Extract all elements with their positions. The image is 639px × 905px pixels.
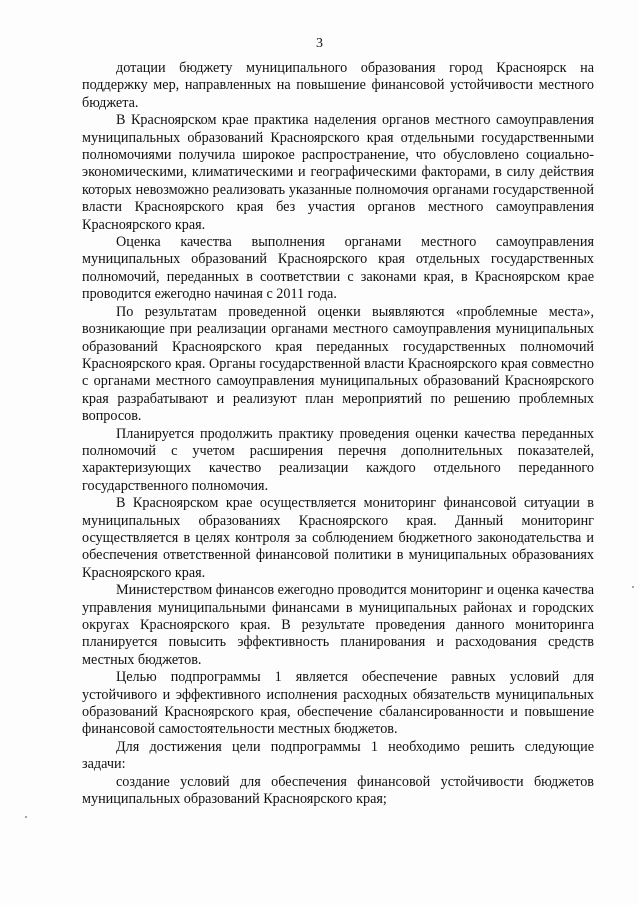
paragraph-7: Министерством финансов ежегодно проводится мониторинг и оценка качества управления муниципальными финансами в муниципальных районах и городских округах Красноярского края. В результате проведения данного мониторинга планируется повысить эффективность планирования и расходования средств местных бюджетов. (82, 582, 594, 668)
paragraph-2: В Красноярском крае практика наделения органов местного самоуправления муниципальных образований Красноярского края отдельными государственными полномочиями получила широкое распространение, что обусловлено социально-экономическими, климатическими и географическими факторами, в силу действия которых невозможно реализовать указанные полномочия органами государственной власти Красноярского края без участия органов местного самоуправления Красноярского края. (82, 112, 594, 233)
paragraph-1: дотации бюджету муниципального образования город Красноярск на поддержку мер, направленных на повышение финансовой устойчивости местного бюджета. (82, 60, 594, 111)
paragraph-4: По результатам проведенной оценки выявляются «проблемные места», возникающие при реализации органами местного самоуправления муниципальных образований Красноярского края переданных государственных полномочий Красноярского края. Органы государственной власти Красноярского края совместно с органами местного самоуправления муниципальных образований Красноярского края разрабатывают и реализуют план мероприятий по решению проблемных вопросов. (82, 303, 594, 425)
paragraph-8: Целью подпрограммы 1 является обеспечение равных условий для устойчивого и эффективного исполнения расходных обязательств муниципальных образований Красноярского края, обеспечение сбалансированности и повышение финансовой самостоятельности местных бюджетов. (82, 669, 594, 738)
page-number: 3 (316, 36, 323, 51)
paragraph-5: Планируется продолжить практику проведения оценки качества переданных полномочий с учетом расширения перечня дополнительных показателей, характеризующих качество реализации каждого отдельного переданного государственного полномочия. (82, 425, 594, 494)
paragraph-6: В Красноярском крае осуществляется мониторинг финансовой ситуации в муниципальных образованиях Красноярского края. Данный мониторинг осуществляется в целях контроля за соблюдением бюджетного законодательства и обеспечения ответственной финансовой политики в муниципальных образованиях Красноярского края. (82, 495, 594, 581)
document-body (82, 60, 594, 808)
scan-speck (25, 816, 27, 818)
paragraph-9: Для достижения цели подпрограммы 1 необходимо решить следующие задачи: (82, 738, 594, 773)
paragraph-10: создание условий для обеспечения финансовой устойчивости бюджетов муниципальных образований Красноярского края; (82, 773, 594, 808)
scan-speck (632, 586, 634, 588)
paragraph-3: Оценка качества выполнения органами местного самоуправления муниципальных образований Красноярского края отдельных государственных полномочий, переданных в соответствии с законами края, в Красноярском крае проводится ежегодно начиная с 2011 года. (82, 234, 594, 303)
